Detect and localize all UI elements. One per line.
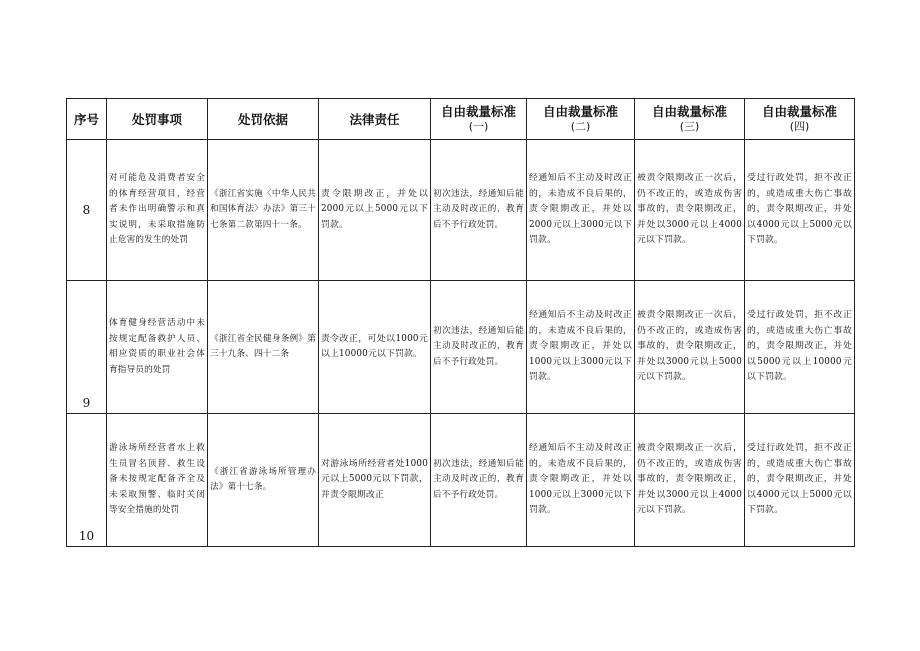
header-standard-1-title: 自由裁量标准 bbox=[440, 104, 516, 119]
header-seq: 序号 bbox=[67, 99, 107, 140]
row-liability: 对游泳场所经营者处1000元以上5000元以下罚款，并责令限期改正 bbox=[319, 414, 431, 547]
header-basis: 处罚依据 bbox=[208, 99, 319, 140]
row-standard-3: 被责令限期改正一次后，仍不改正的，或造成伤害事故的，责令限期改正，并处以3000元以上4000元以下罚款。 bbox=[635, 140, 745, 281]
row-seq: 10 bbox=[67, 414, 107, 547]
table-header-row bbox=[67, 99, 855, 140]
row-liability: 责令限期改正，并处以2000元以上5000元以下罚款。 bbox=[319, 140, 431, 281]
row-standard-3: 被责令限期改正一次后，仍不改正的，或造成伤害事故的，责令限期改正，并处以3000元以上5000元以下罚款。 bbox=[635, 281, 745, 414]
row-standard-4: 受过行政处罚，拒不改正的，或造成重大伤亡事故的，责令限期改正，并处以4000元以上5000元以下罚款。 bbox=[745, 140, 855, 281]
row-seq: 8 bbox=[67, 140, 107, 281]
header-standard-4-title: 自由裁量标准 bbox=[761, 104, 837, 119]
row-item: 对可能危及消费者安全的体育经营项目，经营者未作出明确警示和真实说明，未采取措施防止危害的发生的处罚 bbox=[107, 140, 208, 281]
penalty-standards-table-container bbox=[66, 98, 854, 547]
table-row bbox=[67, 140, 855, 281]
header-standard-3-sub: (三) bbox=[679, 120, 700, 133]
row-standard-4: 受过行政处罚，拒不改正的，或造成重大伤亡事故的，责令限期改正，并处以4000元以上5000元以下罚款。 bbox=[745, 414, 855, 547]
penalty-standards-table bbox=[66, 98, 855, 547]
table-row bbox=[67, 281, 855, 414]
row-standard-4: 受过行政处罚，拒不改正的，或造成重大伤亡事故的，责令限期改正，并处以5000元以上10000元以下罚款。 bbox=[745, 281, 855, 414]
header-standard-4-sub: (四) bbox=[789, 120, 810, 133]
row-standard-3: 被责令限期改正一次后，仍不改正的，或造成伤害事故的，责令限期改正，并处以3000元以上4000元以下罚款。 bbox=[635, 414, 745, 547]
header-standard-4 bbox=[745, 99, 855, 140]
table-row bbox=[67, 414, 855, 547]
header-item: 处罚事项 bbox=[107, 99, 208, 140]
header-liability: 法律责任 bbox=[319, 99, 431, 140]
row-standard-1: 初次违法，经通知后能主动及时改正的，教育后不予行政处罚。 bbox=[431, 281, 527, 414]
row-basis: 《浙江省游泳场所管理办法》第十七条。 bbox=[208, 414, 319, 547]
header-standard-1-sub: (一) bbox=[468, 120, 489, 133]
row-seq: 9 bbox=[67, 281, 107, 414]
header-standard-1 bbox=[431, 99, 527, 140]
row-basis: 《浙江省实施〈中华人民共和国体育法〉办法》第三十七条第二款第四十一条。 bbox=[208, 140, 319, 281]
row-standard-1: 初次违法，经通知后能主动及时改正的，教育后不予行政处罚。 bbox=[431, 140, 527, 281]
header-standard-3 bbox=[635, 99, 745, 140]
header-standard-2-sub: (二) bbox=[570, 120, 591, 133]
row-item: 体育健身经营活动中未按规定配备救护人员、相应资质的职业社会体育指导员的处罚 bbox=[107, 281, 208, 414]
row-item: 游泳场所经营者水上救生员冒名顶替、救生设备未按规定配备齐全及未采取预警、临时关闭等安全措施的处罚 bbox=[107, 414, 208, 547]
header-standard-2-title: 自由裁量标准 bbox=[542, 104, 618, 119]
row-standard-2: 经通知后不主动及时改正的，未造成不良后果的，责令限期改正，并处以2000元以上3000元以下罚款。 bbox=[527, 140, 635, 281]
row-standard-2: 经通知后不主动及时改正的，未造成不良后果的，责令限期改正，并处以1000元以上3000元以下罚款。 bbox=[527, 414, 635, 547]
header-standard-3-title: 自由裁量标准 bbox=[651, 104, 727, 119]
header-standard-2 bbox=[527, 99, 635, 140]
row-liability: 责令改正，可处以1000元以上10000元以下罚款。 bbox=[319, 281, 431, 414]
row-standard-2: 经通知后不主动及时改正的，未造成不良后果的，责令限期改正，并处以1000元以上3000元以下罚款。 bbox=[527, 281, 635, 414]
row-basis: 《浙江省全民健身条例》第三十九条、四十二条 bbox=[208, 281, 319, 414]
row-standard-1: 初次违法，经通知后能主动及时改正的，教育后不予行政处罚。 bbox=[431, 414, 527, 547]
